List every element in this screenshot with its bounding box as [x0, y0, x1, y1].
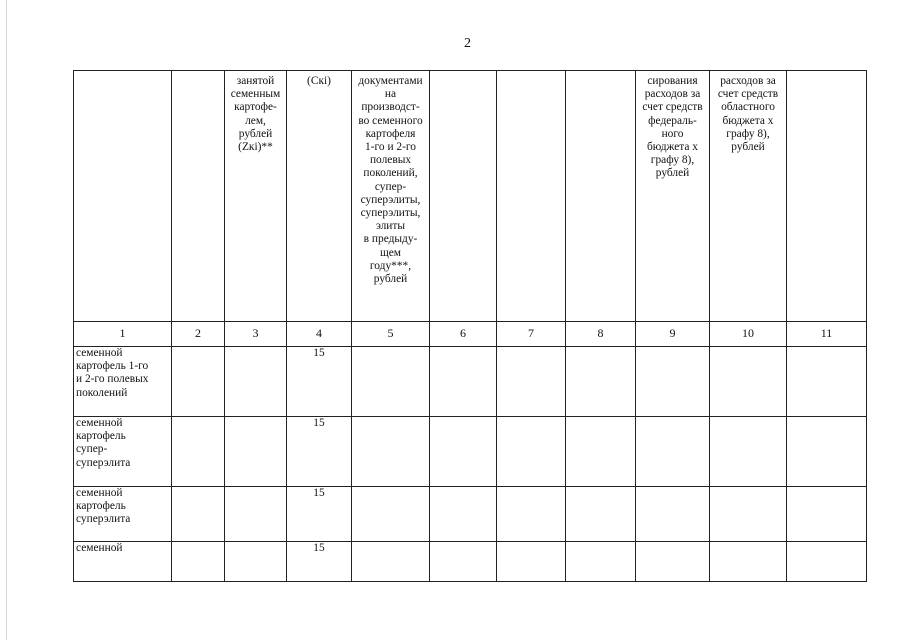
column-number: 4	[287, 322, 352, 347]
empty-cell	[352, 417, 430, 487]
header-cell-11	[787, 71, 867, 322]
empty-cell	[566, 347, 636, 417]
empty-cell	[225, 417, 287, 487]
header-cell-3: занятой семенным картофе- лем, рублей (Zкi)**	[225, 71, 287, 322]
row-label: семенной	[74, 542, 172, 582]
empty-cell	[566, 542, 636, 582]
page-edge-line	[6, 0, 7, 640]
header-cell-2	[172, 71, 225, 322]
empty-cell	[352, 542, 430, 582]
header-cell-5: документами на производст- во семенного картофеля 1-го и 2-го полевых поколений, супер- суперэлиты, суперэлиты, элиты в предыду- щем году***, рублей	[352, 71, 430, 322]
value-cell: 15	[287, 347, 352, 417]
empty-cell	[497, 347, 566, 417]
page-number: 2	[464, 36, 471, 51]
empty-cell	[430, 417, 497, 487]
header-cell-10: расходов за счет средств областного бюджета x графу 8), рублей	[710, 71, 787, 322]
table-row	[74, 487, 867, 542]
empty-cell	[225, 487, 287, 542]
empty-cell	[352, 347, 430, 417]
header-cell-4: (Cкi)	[287, 71, 352, 322]
column-number: 5	[352, 322, 430, 347]
header-cell-9: сирования расходов за счет средств федераль- ного бюджета x графу 8), рублей	[636, 71, 710, 322]
header-cell-1	[74, 71, 172, 322]
column-number-row	[74, 322, 867, 347]
empty-cell	[430, 487, 497, 542]
empty-cell	[497, 542, 566, 582]
subsidy-table	[73, 70, 867, 582]
column-number: 10	[710, 322, 787, 347]
empty-cell	[566, 487, 636, 542]
empty-cell	[430, 542, 497, 582]
empty-cell	[710, 487, 787, 542]
value-cell: 15	[287, 417, 352, 487]
empty-cell	[172, 417, 225, 487]
empty-cell	[636, 347, 710, 417]
table-header-row	[74, 71, 867, 322]
header-cell-8	[566, 71, 636, 322]
empty-cell	[352, 487, 430, 542]
column-number: 9	[636, 322, 710, 347]
table-row	[74, 417, 867, 487]
column-number: 7	[497, 322, 566, 347]
empty-cell	[172, 542, 225, 582]
empty-cell	[636, 487, 710, 542]
column-number: 6	[430, 322, 497, 347]
table-row	[74, 542, 867, 582]
empty-cell	[566, 417, 636, 487]
value-cell: 15	[287, 487, 352, 542]
empty-cell	[787, 542, 867, 582]
column-number: 1	[74, 322, 172, 347]
column-number: 2	[172, 322, 225, 347]
column-number: 8	[566, 322, 636, 347]
row-label: семенной картофель супер- суперэлита	[74, 417, 172, 487]
header-cell-6	[430, 71, 497, 322]
header-cell-7	[497, 71, 566, 322]
empty-cell	[787, 487, 867, 542]
empty-cell	[497, 417, 566, 487]
empty-cell	[172, 347, 225, 417]
empty-cell	[710, 347, 787, 417]
empty-cell	[497, 487, 566, 542]
empty-cell	[430, 347, 497, 417]
empty-cell	[710, 417, 787, 487]
value-cell: 15	[287, 542, 352, 582]
empty-cell	[787, 347, 867, 417]
empty-cell	[172, 487, 225, 542]
empty-cell	[710, 542, 787, 582]
column-number: 3	[225, 322, 287, 347]
empty-cell	[787, 417, 867, 487]
column-number: 11	[787, 322, 867, 347]
empty-cell	[225, 542, 287, 582]
table-row	[74, 347, 867, 417]
row-label: семенной картофель 1-го и 2-го полевых поколений	[74, 347, 172, 417]
row-label: семенной картофель суперэлита	[74, 487, 172, 542]
empty-cell	[636, 542, 710, 582]
empty-cell	[225, 347, 287, 417]
empty-cell	[636, 417, 710, 487]
